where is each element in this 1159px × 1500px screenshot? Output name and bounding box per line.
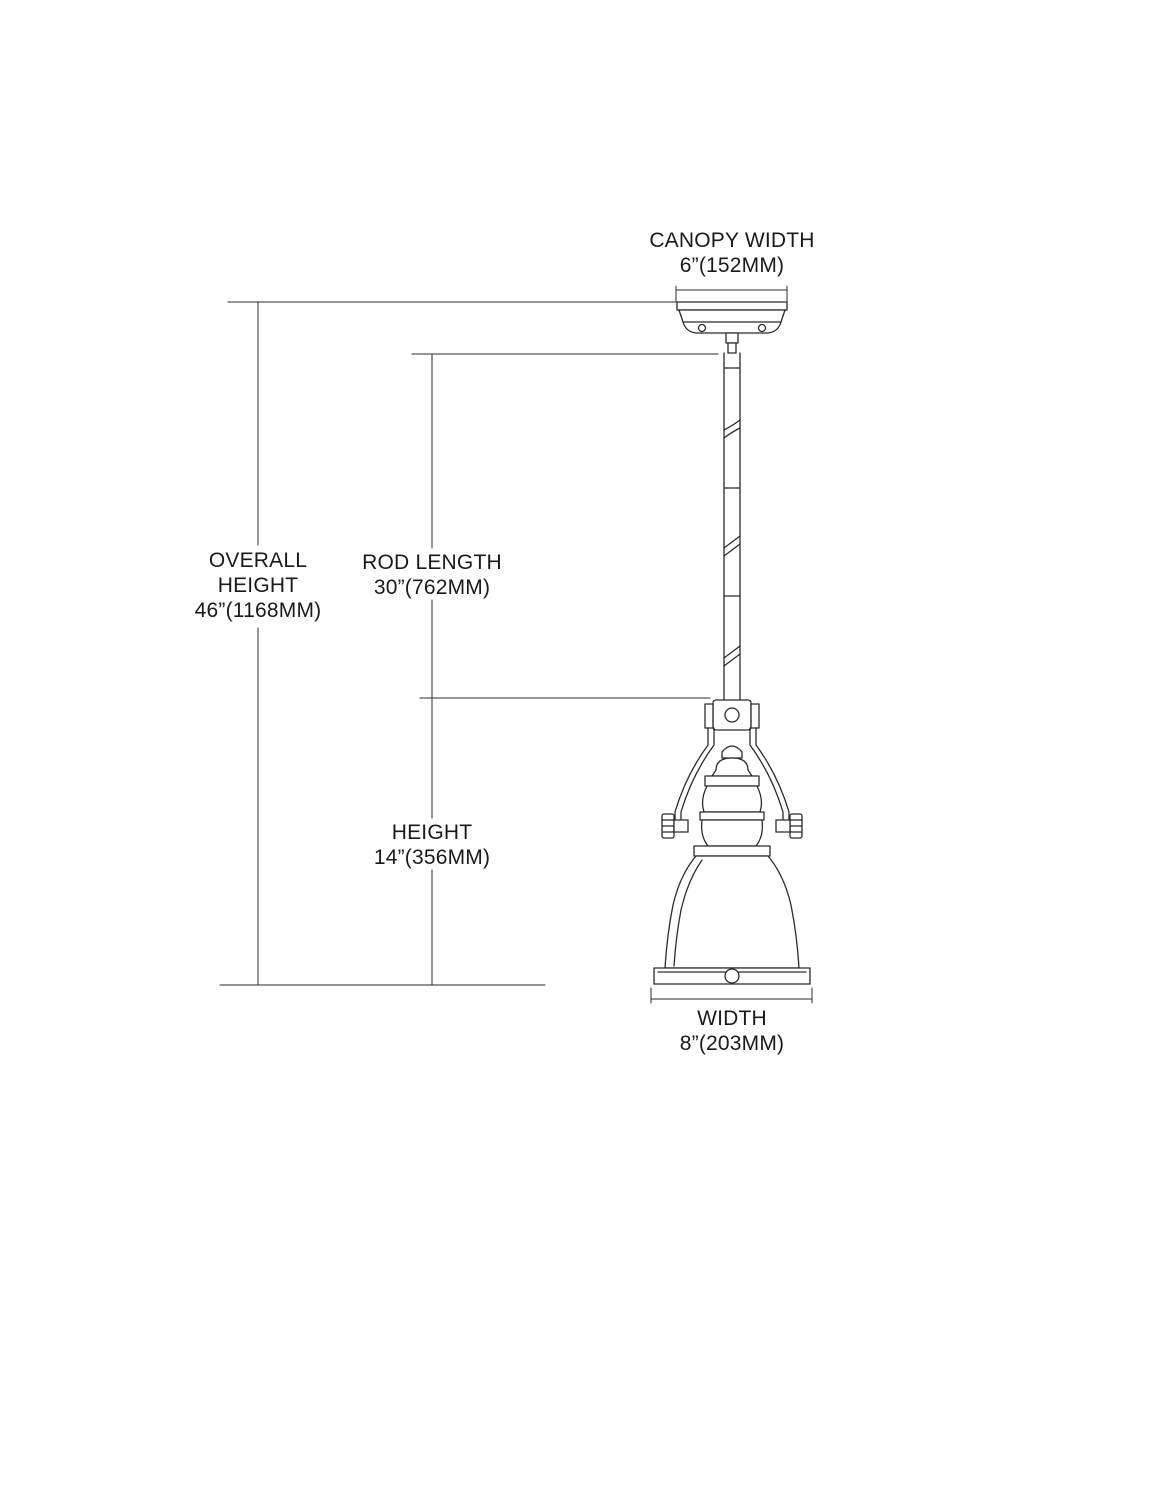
socket-housing — [694, 746, 770, 856]
overall-height-title-line2: HEIGHT — [217, 574, 299, 597]
overall-height-title-line1: OVERALL — [208, 549, 308, 572]
height-value: 14”(356MM) — [373, 846, 491, 869]
width-title: WIDTH — [697, 1007, 767, 1030]
shade — [654, 856, 810, 984]
rod-length-label — [334, 550, 530, 600]
height-label — [342, 820, 522, 870]
overall-height-value: 46”(1168MM) — [194, 599, 322, 622]
canopy-width-value: 6”(152MM) — [679, 254, 785, 277]
overall-height-label — [168, 548, 348, 623]
width-label — [642, 1006, 822, 1056]
rod-length-value: 30”(762MM) — [373, 576, 491, 599]
canopy-width-label — [612, 228, 852, 278]
canopy-width-title: CANOPY WIDTH — [649, 229, 815, 252]
width-value: 8”(203MM) — [679, 1032, 785, 1055]
rod-length-title: ROD LENGTH — [362, 551, 502, 574]
rod — [724, 353, 740, 700]
height-title: HEIGHT — [391, 821, 473, 844]
canopy — [677, 302, 787, 353]
